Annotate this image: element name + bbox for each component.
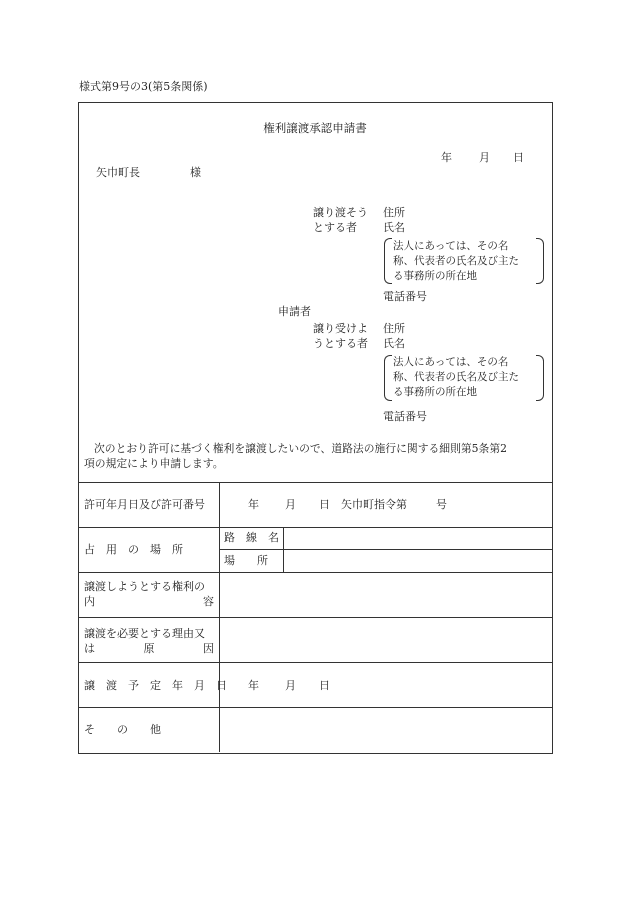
reason-label-2-right: 因 (203, 642, 214, 655)
addressee-honorific: 様 (190, 166, 201, 179)
table-row-divider (78, 527, 552, 528)
transferee-name-label: 氏名 (383, 337, 405, 350)
permit-month: 月 (285, 498, 296, 511)
scheduled-day: 日 (319, 679, 330, 692)
addressee-name: 矢巾町長 (96, 166, 140, 179)
permit-number-suffix: 号 (436, 498, 447, 511)
table-row-divider (78, 707, 552, 708)
table-subrow-divider (219, 549, 552, 550)
permit-year: 年 (248, 498, 259, 511)
transferor-note-1: 法人にあっては、その名 (393, 240, 509, 252)
table-row-divider (78, 617, 552, 618)
transferor-phone-label: 電話番号 (383, 290, 427, 303)
scheduled-month: 月 (285, 679, 296, 692)
occupancy-place-label: 占 用 の 場 所 (84, 543, 183, 556)
transferee-note-2: 称、代表者の氏名及び主た (393, 371, 519, 383)
transferor-note-3: る事務所の所在地 (393, 270, 477, 282)
transferor-address-label: 住所 (383, 206, 405, 219)
form-title: 権利譲渡承認申請書 (263, 121, 367, 135)
table-row-divider (78, 572, 552, 573)
permit-day: 日 (319, 498, 330, 511)
transferor-name-label: 氏名 (383, 221, 405, 234)
place-label: 場 所 (224, 554, 268, 567)
statement-line-1: 次のとおり許可に基づく権利を譲渡したいので、道路法の施行に関する細則第5条第2 (94, 442, 508, 455)
table-top-border (78, 482, 552, 483)
reason-label-2-left: は (84, 642, 95, 655)
form-number: 様式第9号の3(第5条関係) (79, 80, 208, 93)
transferee-phone-label: 電話番号 (383, 410, 427, 423)
reason-label-2-mid: 原 (143, 642, 155, 655)
route-name-label: 路 線 名 (224, 531, 279, 544)
rights-content-label-2-right: 容 (203, 595, 214, 608)
reason-label-2 (84, 642, 214, 656)
other-label: そ の 他 (84, 723, 161, 736)
table-column-divider (219, 482, 220, 752)
scheduled-date-label: 譲 渡 予 定 年 月 日 (84, 679, 227, 692)
permit-label: 許可年月日及び許可番号 (84, 498, 205, 511)
transferee-role-2: うとする者 (313, 337, 368, 350)
permit-number-prefix: 矢巾町指令第 (341, 498, 407, 511)
transferee-role-1: 譲り受けよ (313, 322, 368, 335)
date-day: 日 (513, 151, 524, 164)
rights-content-label-1: 譲渡しようとする権利の (84, 580, 205, 593)
date-month: 月 (479, 151, 490, 164)
reason-label-1: 譲渡を必要とする理由又 (84, 627, 205, 640)
transferor-note-bracket-left (384, 238, 392, 284)
transferee-note-bracket-left (384, 355, 392, 401)
table-row-divider (78, 662, 552, 663)
transferee-address-label: 住所 (383, 322, 405, 335)
transferee-note-bracket-right (536, 355, 544, 401)
transferee-note-3: る事務所の所在地 (393, 386, 477, 398)
date-year: 年 (441, 151, 452, 164)
scheduled-year: 年 (248, 679, 259, 692)
table-subcolumn-divider (283, 527, 284, 572)
transferor-role-1: 譲り渡そう (313, 206, 368, 219)
transferee-note-1: 法人にあっては、その名 (393, 356, 509, 368)
transferor-note-bracket-right (536, 238, 544, 284)
rights-content-label-2-left: 内 (84, 595, 95, 608)
applicant-label: 申請者 (278, 305, 311, 318)
transferor-role-2: とする者 (313, 221, 357, 234)
statement-line-2: 項の規定により申請します。 (84, 457, 224, 470)
rights-content-label-2 (84, 595, 214, 609)
transferor-note-2: 称、代表者の氏名及び主た (393, 255, 519, 267)
form-frame (78, 102, 553, 754)
